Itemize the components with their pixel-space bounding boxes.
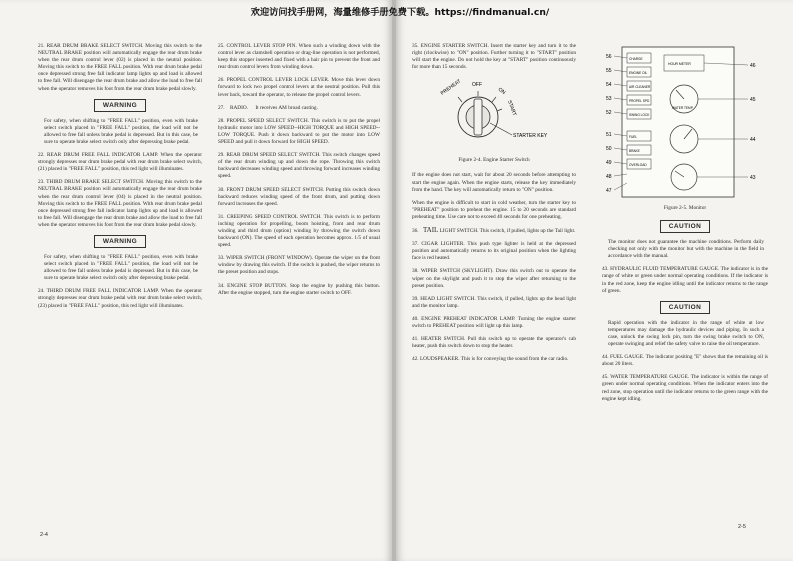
label-starter-key: STARTER KEY xyxy=(513,133,548,140)
item-27-number: 27. xyxy=(218,104,225,111)
caution-box-1 xyxy=(602,220,768,233)
item-33: 33. WIPER SWITCH (FRONT WINDOW). Operate the wiper on the front window by drawing this switch. If the switch is pushed, the wiper returns to the preset position and stops. xyxy=(218,255,380,276)
item-39: 39. HEAD LIGHT SWITCH. This switch, if pulled, lights up the head light and the monitor lamp. xyxy=(412,295,576,309)
item-27-text: It receives AM broad casting. xyxy=(255,104,318,111)
figure-2-4-caption: Figure 2-4. Engine Starter Switch xyxy=(458,157,530,164)
panel-label-propel-speed: PROPEL SPD xyxy=(629,99,650,103)
caution-label-1: CAUTION xyxy=(660,220,710,233)
left-column-2 xyxy=(218,43,380,303)
label-start: START xyxy=(506,100,518,118)
panel-label-engine-oil: ENGINE OIL xyxy=(629,71,648,75)
warning-box-1 xyxy=(38,99,202,112)
site-banner: 欢迎访问找手册网，海量维修手册免费下载。https://findmanual.cn/ xyxy=(250,7,550,18)
item-41: 41. HEATER SWITCH. Pull this switch up to operate the operator's cab heater, push this switch down to stop the heater. xyxy=(412,336,576,350)
item-31: 31. CREEPING SPEED CONTROL SWITCH. This switch is to perform inching operation for propelling, boom hoisting, front and rear drum winding and third drum (option) winding by throwing the switch down backward (ON). The speed of each operation becomes approx. 1/5 of usual speed. xyxy=(218,213,380,249)
panel-label-air-cleaner: AIR CLEANER xyxy=(629,85,651,89)
callout-45: 45 xyxy=(750,97,756,103)
callout-55: 55 xyxy=(606,68,612,74)
caution-label-2: CAUTION xyxy=(660,301,710,314)
item-29: 29. REAR DRUM SPEED SELECT SWITCH. This switch changes speed of the rear drum winding up and down the rope. Throwing this switch backward decreases winding speed and throwing forward increases winding speed. xyxy=(218,152,380,180)
panel-label-charge: CHARGE xyxy=(629,57,643,61)
callout-50: 50 xyxy=(606,146,612,152)
caution-text-2: Rapid operation with the indicator in the range of white at low temperatures may damage the hydraulic devices and piping. In such a case, unlock the swing lock pin, turn the swing brake switch to ON, operate swinging and relief the safety valve to raise the oil temperature. xyxy=(608,319,764,348)
figure-2-5-caption: Figure 2-5. Monitor xyxy=(663,205,707,211)
callout-44: 44 xyxy=(750,137,756,143)
label-preheat: PREHEAT xyxy=(439,78,463,98)
page-number-right: 2-5 xyxy=(738,524,746,530)
item-40: 40. ENGINE PREHEAT INDICATOR LAMP. Turning the engine starter switch to PREHEAT position will light up this lamp. xyxy=(412,315,576,329)
tick-preheat xyxy=(458,97,462,102)
caution-text-1: The monitor does not guarantee the machine conditions. Perform daily checking not only with the monitor but with the machine in the field in accordance with the manual. xyxy=(608,239,764,260)
warning-text-2: For safety, when shifting to "FREE FALL" position, even with brake select switch placed in "FREE FALL" position, the load will not be allowed to free fall unless brake pedal is depressed. But in this case, be sure to operate brake select switch only after depressing brake pedal. xyxy=(44,253,198,282)
callout-54: 54 xyxy=(606,82,612,88)
item-43: 43. HYDRAULIC FLUID TEMPERATURE GAUGE. The indicator is in the range of white or green under normal operating conditions. If the indicator is in the red zone, keep the engine idling until the indicator returns to the range of green. xyxy=(602,266,768,294)
item-37: 37. CIGAR LIGHTER. This push type lighter is held at the depressed position and automatically returns to its original position when the lighting face is red heated. xyxy=(412,241,576,262)
item-36-text: LIGHT SWITCH. This switch, if pulled, lights up the Tail light. xyxy=(439,228,576,235)
callout-53: 53 xyxy=(606,96,612,102)
item-42: 42. LOUDSPEAKER. This is for conveying the sound from the car radio. xyxy=(412,356,569,363)
item-45: 45. WATER TEMPERATURE GAUGE. The indicator is within the range of green under normal operating conditions. When the indicator enters into the red zone, stop operation until the indicator returns to the green range with the engine kept idling. xyxy=(602,374,768,402)
panel-label-overload: OVERLOAD xyxy=(629,163,647,167)
caution-box-2 xyxy=(602,301,768,314)
item-38: 38. WIPER SWITCH (SKYLIGHT). Draw this switch out to operate the wiper on the skylight and push it to stop the wiper after returning to the preset position. xyxy=(412,268,576,289)
item-34: 34. ENGINE STOP BUTTON. Stop the engine by pushing this button. After the engine stopped, turn the engine starter switch to OFF. xyxy=(218,282,380,296)
warning-label-2: WARNING xyxy=(94,235,146,248)
item-26: 26. PROPEL CONTROL LEVER LOCK LEVER. Move this lever down forward to lock two propel control levers at the neutral position. Pull this lever back, toward the operator, to release the propel control levers. xyxy=(218,77,380,98)
item-35-b: If the engine does not start, wait for about 20 seconds before attempting to start the engine again. When the engine starts, release the key immediately from the hand. The key will automatically return to "ON" position. xyxy=(412,172,576,193)
leader-line xyxy=(490,123,512,135)
item-35: 35. ENGINE STARTER SWITCH. Insert the starter key and turn it to the right (clockwise) to "ON" position. Further turning it to "START" position will start the engine. Do not hold the key at "START" position continuously for more than 15 seconds. xyxy=(412,43,576,71)
item-27 xyxy=(218,105,380,112)
panel-label-hour-meter: HOUR METER xyxy=(668,62,691,66)
item-23: 23. THIRD DRUM BRAKE SELECT SWITCH. Moving this switch to the NEUTRAL BRAKE position will automatically engage the rear drum brake when the rear drum control lever (04) is placed in the neutral position. Moving this switch to the FREE FALL position. With rear drum brake pedal once depressed strong free fall indicator lamp lights up and load is allowed to free fall. Will disengage the rear drum brake and allow the load to free fall when the operator removes his foot from the rear drum brake pedal slowly. xyxy=(38,179,202,228)
item-24: 24. THIRD DRUM FREE FALL INDICATOR LAMP. When the operator strongly depresses rear drum brake pedal with rear drum brake select switch, (23) placed in "FREE FALL" position, this red light will illuminates. xyxy=(38,288,202,309)
item-44: 44. FUEL GAUGE. The indicator positing "E" shows that the remaining oil is about 20 liters. xyxy=(602,354,768,368)
panel-label-brake: BRAKE xyxy=(629,149,640,153)
callout-49: 49 xyxy=(606,160,612,166)
callout-47: 47 xyxy=(606,188,612,194)
callout-43: 43 xyxy=(750,175,756,181)
item-25: 25. CONTROL LEVER STOP PIN. When such a winding down with the control lever as clamshell operation or drag-line operation is not performed, keep this stopper inserted and fixed with a hair pin to prevent the front and rear drum control levers from winding down. xyxy=(218,43,380,71)
item-30: 30. FRONT DRUM SPEED SELECT SWITCH. Putting this switch down backward reduces winding speed of the front drum, and putting down forward increases the speed. xyxy=(218,186,380,207)
monitor-panel xyxy=(622,47,734,197)
item-36-label: TAIL xyxy=(422,226,439,235)
warning-box-2 xyxy=(38,235,202,248)
callout-48: 48 xyxy=(606,174,612,180)
label-on: ON xyxy=(496,87,507,97)
warning-label-1: WARNING xyxy=(94,99,146,112)
left-page xyxy=(0,0,392,561)
right-column-1 xyxy=(412,43,576,369)
tick-on xyxy=(492,97,496,102)
page-number-left: 2-4 xyxy=(40,532,48,538)
item-35-c: When the engine is difficult to start in cold weather, turn the starter key to "PREHEAT" position to preheat the engine. 15 to 20 seconds are standard preheating time. Use care not to exceed 40 seconds for one preheating. xyxy=(412,199,576,220)
item-36-number: 36. xyxy=(412,228,419,235)
callout-56: 56 xyxy=(606,54,612,60)
monitor-figure xyxy=(602,43,768,203)
item-22: 22. REAR DRUM FREE FALL INDICATOR LAMP. When the operator strongly depresses rear drum brake pedal with rear drum brake select switch, (21) placed in "FREE FALL" position, this red light will illuminates. xyxy=(38,152,202,173)
panel-label-swing-lock: SWING LOCK xyxy=(629,113,650,117)
item-27-label: RADIO. xyxy=(229,104,249,111)
callout-46: 46 xyxy=(750,63,756,69)
label-off: OFF xyxy=(472,82,482,89)
callout-51: 51 xyxy=(606,132,612,138)
panel-label-water-temp: WATER TEMP xyxy=(672,106,693,110)
left-column-1 xyxy=(38,43,202,316)
warning-text-1: For safety, when shifting to "FREE FALL" position, even with brake select switch placed in "FREE FALL" position, the load will not be allowed to free fall unless brake pedal is depressed. But in this case, be sure to operate brake select switch only after depressing brake pedal. xyxy=(44,117,198,145)
item-21: 21. REAR DRUM BRAKE SELECT SWITCH. Moving this switch to the NEUTRAL BRAKE position will automatically engage the rear drum brake when the rear drum control lever (02) is placed in the neutral position. Moving this switch to the FREE FALL position. With rear drum brake pedal once depressed strong free fall indicator lamp lights up and load is allowed to free fall. Will disengage the rear drum brake and allow the load to free fall when the operator removes his foot from the rear drum brake pedal slowly. xyxy=(38,43,202,92)
right-column-2 xyxy=(602,43,768,409)
panel-label-fuel: FUEL xyxy=(629,135,638,139)
item-28: 28. PROPEL SPEED SELECT SWITCH. This switch is to put the propel hydraulic motor into LOW SPEED--HIGH TORQUE and HIGH SPEED--LOW TORQUE. Push it down backward to put the motor into LOW SPEED and pull it down forward for HIGH SPEED. xyxy=(218,117,380,146)
tick-start xyxy=(497,109,502,111)
item-36 xyxy=(412,227,576,235)
callout-52: 52 xyxy=(606,110,612,116)
starter-switch-figure xyxy=(412,77,576,155)
starter-key-icon xyxy=(474,99,482,135)
right-page xyxy=(396,0,793,561)
